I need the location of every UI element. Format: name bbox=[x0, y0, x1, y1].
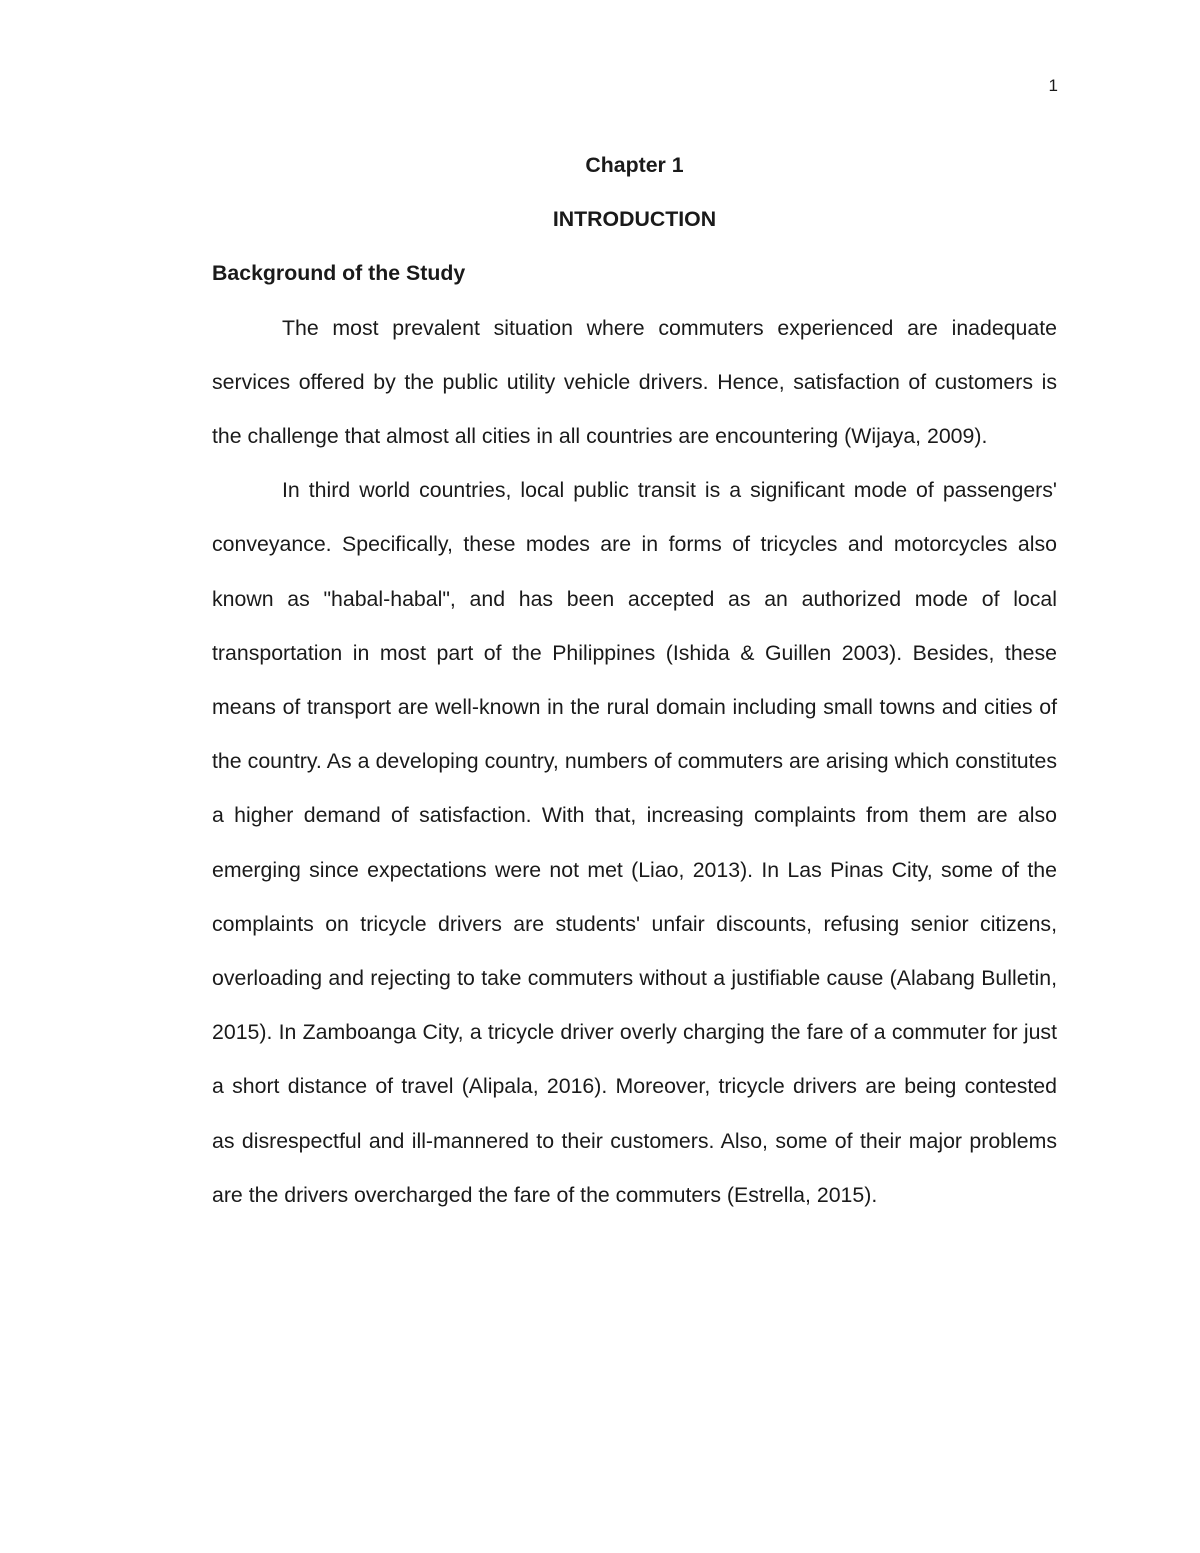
section-heading: Background of the Study bbox=[212, 261, 466, 286]
paragraph-2: In third world countries, local public transit is a significant mode of passengers' conveyance. Specifically, these modes are in forms of tricycles and motorcycles also known as "habal-habal", and has been accepted as an authorized mode of local transportation in most part of the Philippines (Ishida & Guillen 2003). Besides, these means of transport are well-known in the rural domain including small towns and cities of the country. As a developing country, numbers of commuters are arising which constitutes a higher demand of satisfaction. With that, increasing complaints from them are also emerging since expectations were not met (Liao, 2013). In Las Pinas City, some of the complaints on tricycle drivers are students' unfair discounts, refusing senior citizens, overloading and rejecting to take commuters without a justifiable cause (Alabang Bulletin, 2015). In Zamboanga City, a tricycle driver overly charging the fare of a commuter for just a short distance of travel (Alipala, 2016). Moreover, tricycle drivers are being contested as disrespectful and ill-mannered to their customers. Also, some of their major problems are the drivers overcharged the fare of the commuters (Estrella, 2015). bbox=[212, 478, 1057, 1207]
chapter-title: Chapter 1 bbox=[585, 153, 684, 177]
paragraph-1: The most prevalent situation where commuters experienced are inadequate services offered by the public utility vehicle drivers. Hence, satisfaction of customers is the challenge that almost all cities in all countries are encountering (Wijaya, 2009). bbox=[212, 315, 1057, 449]
chapter-heading: INTRODUCTION bbox=[552, 207, 717, 232]
page-number: 1 bbox=[1048, 76, 1058, 95]
page-content bbox=[212, 138, 1057, 1222]
